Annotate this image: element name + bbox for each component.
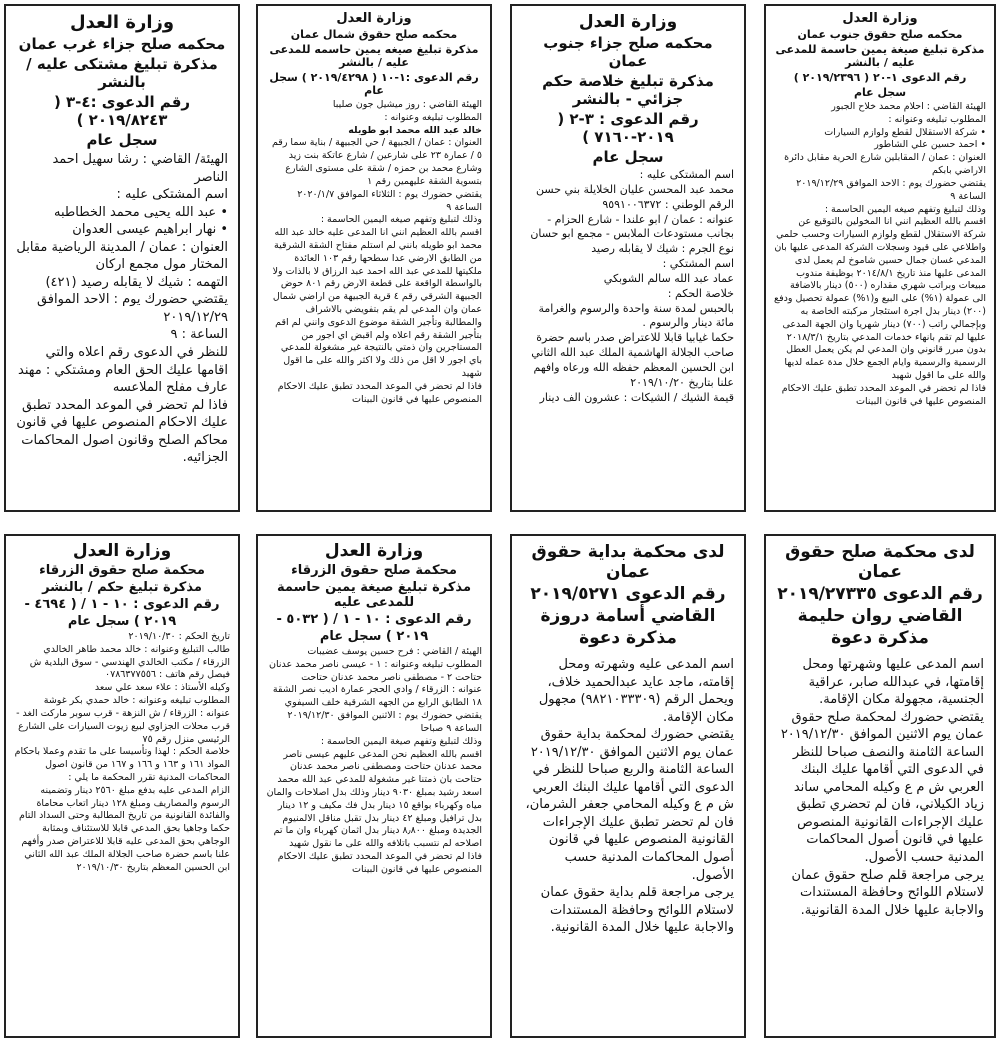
notice-line: فاذا لم تحضر في الموعد المحدد تطبق عليك الاحكام المنصوص عليها في قانون محاكم الصلح وقانون اصول المحاكمات الجزائيه. [16,397,228,466]
notice-register: سجل عام [592,148,664,166]
notice-ministry: وزارة العدل [324,541,424,561]
notice-b2 [256,534,492,1038]
notice-type: مذكرة دعوة [831,628,929,648]
notice-a4 [764,4,996,512]
notice-b1 [4,534,240,1038]
notice-ministry: وزارة العدل [336,11,412,26]
notice-line: • شركة الاستقلال لقطع ولوازم السيارات [824,126,986,138]
notice-line: عنوانه : الزرقاء / وادي الحجر عمارة اديب نصر الشقة ١٨ الطابق الرابع من الجهه الشرقية خلف السيفوي [272,684,482,709]
notice-line: المطلوب تبليغه وعنوانه : خالد حمدي بكر غوشة [43,695,230,707]
notice-ministry: وزارة العدل [72,541,172,561]
notice-line: الساعة ٩ [950,190,986,202]
notice-line: الرقم الوطني : ٩٥٩١٠٠٦٣٧٢ [602,197,734,211]
notice-line: يقتضي حضورك يوم : الثلاثاء الموافق ٢٠٢٠/١/٧ [297,188,482,200]
notice-court: محكمة صلح حقوق الزرقاء [291,563,457,578]
notice-line: تاريخ الحكم : ٢٠١٩/١٠/٣٠ [128,631,230,642]
notice-line: يرجى مراجعة قلم صلح حقوق عمان لاستلام اللوائح وحافظة المستندات والاجابة عليها خلال المدة القانونية. [791,867,984,918]
notice-line: العنوان : عمان / المقابلين شارع الحرية مقابل دائرة الاراضي بابكم [784,152,986,177]
notice-type: مذكرة تبليغ خلاصة حكم جزائي - بالنشر [542,72,714,108]
notice-line: التهمه : شيك لا يقابله رصيد (٤٢١) [45,274,228,290]
notice-line: بالحبس لمدة سنة واحدة والرسوم والغرامة مائة دينار والرسوم . [538,301,734,330]
notice-b3 [510,534,746,1038]
notice-judge: القاضي أسامة دروزة [540,606,716,626]
notice-line: حكما وجاهيا بحق المدعي قابلا للاستئناف وبمثابة الوجاهي بحق المدعى عليه قابلا للاعتراض صدر وأفهم علنا باسم حضرة صاحب الجلالة الملك عبد الله الثاني ابن الحسين المعظم بتاريخ ٢٠١٩/١٠/٣٠ [21,823,230,873]
notice-line: حكما غيابيا قابلا للاعتراض صدر باسم حضرة صاحب الجلالة الهاشمية الملك عبد الله الثاني ابن الحسين المعظم حفظه الله ورعاه وافهم علنا بتاريخ ٢٠١٩/١٠/٢٠ [531,331,734,389]
notice-line: • عبد الله يحيى محمد الخطاطبه [54,204,228,220]
notice-type: مذكرة تبليغ صيغة يمين حاسمة للمدعى عليه / بالنشر [775,43,985,69]
notice-line: للنظر في الدعوى رقم اعلاه والتي اقامها عليك الحق العام ومشتكي : مهند عارف مفلح الملاعسه [18,345,228,396]
notice-line: الهيئة القاضي : روز ميشيل جون صليبا [332,99,482,110]
notice-court: لدى محكمة صلح حقوق عمان [785,542,975,582]
notice-line: وذلك لتبليغ وتفهم صيغه اليمين الحاسمة : [320,214,482,226]
notice-line: يرجى مراجعة قلم بداية حقوق عمان لاستلام اللوائح وحافظة المستندات والاجابة عليها خلال المدة القانونية. [540,885,734,936]
notice-line: المطلوب تبليغه وعنوانه : [384,111,482,123]
notice-a3 [510,4,746,512]
notice-a2 [256,4,492,512]
notice-line: الساعة ٩ [446,201,482,213]
notice-line: فاذا لم تحضر في الموعد المحدد تطبق عليك الاحكام المنصوص عليها في قانون البينات [277,380,482,405]
notice-line: قيمة الشيك / الشيكات : عشرون الف دينار [539,390,734,404]
notice-type: مذكرة تبليغ صيغه يمين حاسمه للمدعى عليه / بالنشر [269,43,479,69]
notice-line: وذلك لتبليغ وتفهم صيغة اليمين الحاسمة : [320,735,482,747]
notice-line: العنوان : عمان / المدينة الرياضية مقابل المختار مول مجمع اركان [16,239,228,273]
notice-court: محكمه صلح جزاء غرب عمان [18,35,226,53]
notice-line: اسم المدعى عليه وشهرته ومحل إقامته، ماجد عايد عبدالحميد خلاف، ويحمل الرقم (٩٨٢١٠٣٣٣٠٩) مجهول مكان الإقامة. [538,657,734,725]
notice-line: طالب التبليغ وعنوانه : خالد محمد طاهر الخالدي [43,643,230,655]
notice-line: فاذا لم تحضر في الموعد المحدد تطبق عليك الاحكام المنصوص عليها في قانون البينات [781,382,986,407]
notice-line: اقسم بالله العظيم انني انا المخولين بالتوقيع عن شركة الاستقلال لقطع ولوازم السيارات وحسب حلمي واطلاعي على قيود وسجلات الشركة المدعى عليها بان المدعي غسان جمال حسين شاموخ لم يعمل لدى المدعى عليها منذ تاريخ ٢٠١٤/٨/١ بوظيفة مندوب مبيعات وبراتب شهري مقداره (٥٠٠) دينار بالاضافة الى عمولة (١%) على البيع و(١%) عمولة تحصيل ودفع (٢٠٠) دينار بدل اجرة استئجار مركبته الخاصة به وبإجمالي راتب (٧٠٠) دينار شهريا وان الجهة المدعى عليها لم تقم بانهاء خدمات المدعي بتاريخ ٢٠١٨/٣/١ بدون مبرر قانوني وان المدعي لم يكن يعمل العطل الرسمية والرسمية وايام الجمع خلال مدة عمله لديها والله على ما اقول شهيد [774,216,986,382]
notice-line: خلاصة الحكم : [667,286,734,300]
notice-ministry: وزارة العدل [69,12,175,33]
notice-court: محكمه صلح جزاء جنوب عمان [543,34,713,70]
notice-case-number: رقم الدعوى : ٣-٢ ( ٢٠١٩-٧١٦٠ ) [557,110,699,146]
notice-line: الهيئة / القاضي : فرح حسين يوسف عضيبات [307,646,482,657]
notice-line: نوع الجرم : شيك لا يقابله رصيد [591,242,734,256]
notice-line: يقتضي حضورك يوم : الاثنين الموافق ٢٠١٩/١٢/٣٠ الساعة ٩ صباحا [287,710,482,734]
notice-line: يقتضي حضورك يوم : الاحد الموافق ٢٠١٩/١٢/٢٩ [796,177,986,189]
notice-register: سجل عام [86,131,158,149]
notice-case-number: رقم الدعوى :٤-٣ ( ٢٠١٩/٨٢٤٣ ) [53,93,191,129]
notice-line: عنوانه : الزرقاء / ش النزهة - قرب سوبر ماركت الغد - قرب محلات الجزاوي لبيع زيوت السيارات على الشارع الرئيسي منزل رقم ٧٥ [16,707,230,745]
notice-line: فاذا لم تحضر في الموعد المحدد تطبق عليك الاحكام المنصوص عليها في قانون البينات [277,851,482,875]
notice-line: اسم المشتكي : [662,257,734,271]
notice-line: يقتضي حضورك لمحكمة بداية حقوق عمان يوم الاثنين الموافق ٢٠١٩/١٢/٣٠ الساعة الثامنة والربع صباحا للنظر في الدعوى التي أقامها عليك البنك العربي ش م ع وكيله المحامي جعفر الشرمان، فان لم تحضر تطبق عليك الإجراءات القانونية المنصوص عليها في قانون أصول المحاكمات المدنية حسب الأصول. [525,727,734,883]
notice-type: مذكرة تبليغ صيغة يمين حاسمة للمدعى عليه [277,580,471,610]
notice-ministry: وزارة العدل [842,11,918,26]
notice-a1 [4,4,240,512]
notice-line: الزام المدعى عليه بدفع مبلغ ٢٥٦٠ دينار وتضمينه الرسوم والمصاريف ومبلغ ١٢٨ دينار اتعاب محاماة والفائدة القانونية من تاريخ المطالبة وحتى السداد التام [18,784,230,822]
notice-register: ٢٠١٩ ) سجل عام [319,629,429,644]
notice-line: خالد عبد الله محمد ابو طويله [348,124,482,136]
notice-line: يقتضي حضورك يوم : الاحد الموافق ٢٠١٩/١٢/٢٩ [36,292,228,325]
notice-type: مذكرة دعوة [579,628,677,648]
notice-b4 [764,534,996,1038]
notice-case-number: رقم الدعوى ٢٠١٩/٢٧٣٣٥ [777,584,983,604]
notice-case-number: رقم الدعوى :١-١٠ ( ٢٠١٩/٤٢٩٨ ) سجل عام [269,71,479,97]
notice-register: سجل عام [853,86,907,99]
notice-type: مذكرة تبليغ مشتكى عليه / بالنشر [26,55,218,91]
notice-line: الساعة : ٩ [170,327,228,343]
notice-court: محكمه صلح حقوق شمال عمان [290,28,458,41]
notice-line: يقتضي حضورك لمحكمة صلح حقوق عمان يوم الاثنين الموافق ٢٠١٩/١٢/٣٠ الساعة الثامنة والنصف صباحا للنظر في الدعوى التي أقامها عليك البنك العربي ش م ع وكيله المحامي ساند زياد الكيلاني، فان لم تحضري تطبق عليك الإجراءات القانونية المنصوص عليها في قانون أصول المحاكمات المدنية حسب الأصول. [780,709,984,866]
notice-court: محكمة صلح حقوق الزرقاء [39,563,205,578]
notice-line: الهيئة/ القاضي : رشا سهيل احمد الناصر [52,152,228,185]
notice-line: • نهار ابراهيم عيسى العدوان [72,222,228,238]
notice-case-number: رقم الدعوى : ١٠ - ١ / ( ٥٠٣٢ - [276,612,472,627]
notice-register: ٢٠١٩ ) سجل عام [67,614,177,629]
notice-line: عنوانه : عمان / ابو علندا - شارع الحزام - بجانب مستودعات الملابس - مجمع ابو حسان [530,212,734,241]
notice-case-number: رقم الدعوى : ١٠ - ١ / ( ٤٦٩٤ - [24,597,220,612]
notice-line: اسم المشتكى عليه : [639,168,734,181]
notice-line: العنوان : عمان / الجبيهة / حي الجبيهة / بناية سما رقم ٥ / عمارة ٢٣ على شارعين / شارع عاتكة بنت زيد وشارع محمد بن حمزه / شقة على مستوى الشارع بتسوية الشقة عليهمين رقم ١ [271,137,482,187]
notice-line: اقسم بالله العظيم نحن المدعى عليهم عيسى ناصر محمد عدنان حتاحت ومصطفى ناصر محمد عدنان حتاحت بان ذمتنا غير مشغولة للمدعي عبد الله محمد اسعد رشيد بمبلغ ٩٠٣٠ دينار وذلك بدل اصلاحات والمان مياه وكهرباء بواقع ١٥ دينار بدل فك مكيف و ١٢ دينار بدل ترافيل ومبلغ ٤٢ دينار بدل تقبل مناقل الالمنيوم الجديدة ومبلغ ٨٫٨٠٠ دينار بدل اثمان كهرباء وان ما تم اصلاحه لم نتسبب باتلافه والله على ما نقول شهيد [266,748,482,850]
notice-line: وذلك لتبليغ وتفهم صيغه اليمين الحاسمة : [824,203,986,215]
notice-court: محكمه صلح حقوق جنوب عمان [797,28,963,41]
notice-line: خلاصة الحكم : لهذا وتأسيسا على ما تقدم وعملا باحكام المواد ١٦١ و ١٦٣ و ١٦٦ و ١٦٧ من قانون اصول المحاكمات المدنية تقرر المحكمة ما يلي : [14,746,230,783]
notice-line: المطلوب تبليغه وعنوانه : [888,113,986,125]
notice-line: الهيئة القاضي : احلام محمد خلاح الجبور [831,101,986,112]
notice-line: اسم المشتكى عليه : [116,187,228,203]
notice-line: الزرقاء / مكتب الخالدي الهندسي - سوق البلدية ش فيصل رقم هاتف : ٠٧٨٦٣٧٧٥٥٦ [29,656,230,681]
notice-line: • احمد حسين علي الشاطور [874,139,986,151]
notice-case-number: رقم الدعوى ١-٢٠ ( ٢٠١٩/٢٣٩٦ ) [793,71,967,84]
notice-line: عماد عبد الله سالم الشوبكي [603,271,734,285]
notice-line: المطلوب تبليغه وعنوانه : ١ - عيسى ناصر محمد عدنان حتاحت ٢ - مصطفى ناصر محمد عدنان حتاحت [269,658,482,683]
notice-line: اقسم بالله العظيم انني انا المدعى عليه خالد عبد الله محمد ابو طويله بانني لم استلم مفتاح الشقة الشرقية من الطابق الارضي عدا سطحها رقم ١٠٣ العائدة ملكيتها للمدعي عبد الله احمد عبد الرزاق لا بالذات ولا بالواسطة الواقعة على قطعة الارض رقم ٨٠١ حوض الجبيهة الشرقي رقم ٤ قرية الجبيهة من اراضي شمال عمان وان المدعي لم يقم بتفويضي بالاشراف والمطالبة وتأجير الشقة موضوع الدعوى وانني لم اقم بتأجير الشقة رقم اعلاه ولم اقبض اي اجور من المستاجرين وان ذمتي بالنتيجة غير مشغولة للمدعي باي اجور لا اقل من ذلك ولا اكثر والله على ما اقول شهيد [272,227,482,380]
notice-ministry: وزارة العدل [578,12,678,32]
notice-case-number: رقم الدعوى ٢٠١٩/٥٢٧١ [530,584,726,604]
notice-line: محمد عبد المحسن عليان الخلايلة بني حسن [536,182,734,196]
notice-judge: القاضي روان حليمة [797,606,963,626]
notice-court: لدى محكمة بداية حقوق عمان [531,542,725,582]
notice-type: مذكرة تبليغ حكم / بالنشر [42,580,202,595]
notice-line: وكيله الأستاذ : علاء سعد علي سعد [94,682,230,694]
notice-line: اسم المدعى عليها وشهرتها ومحل إقامتها، في عبدالله صابر، عراقية الجنسية، مجهولة مكان الإقامة. [802,657,984,708]
